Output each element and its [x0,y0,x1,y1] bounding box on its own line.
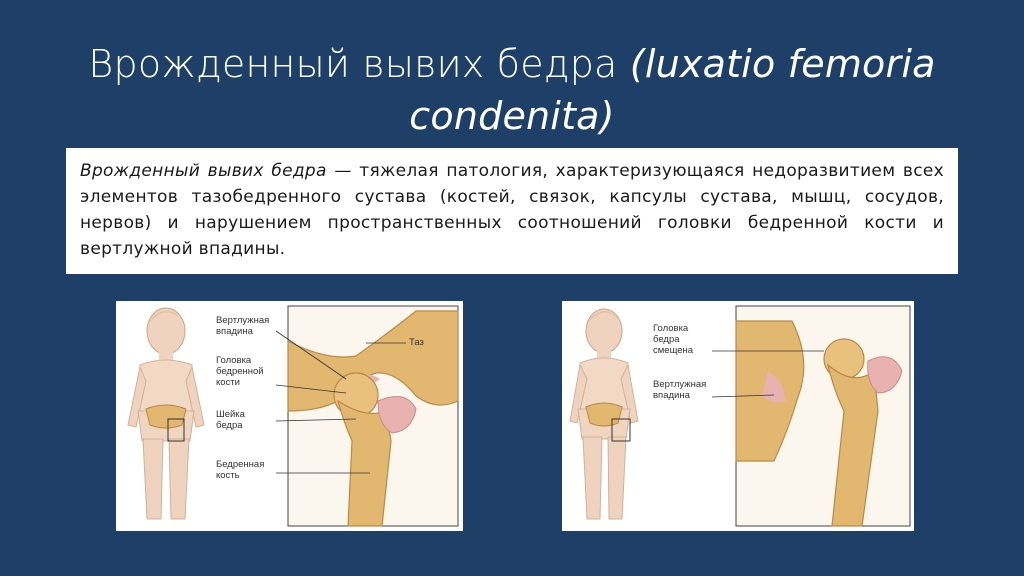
title-main: Врожденный вывих бедра [88,42,618,86]
dislocated-hip-figure [562,301,914,531]
label-head-displaced: Головка бедра смещена [653,323,694,356]
label-acetabulum: Вертлужная впадина [216,315,270,337]
normal-hip-figure [116,301,463,531]
normal-hip-illustration [116,301,463,531]
label-femoral-head: Головка бедренной кости [216,355,264,388]
label-pelvis: Таз [409,337,424,348]
definition-term: Врожденный вывих бедра [80,161,327,181]
child-figure [128,308,204,519]
label-femoral-neck: Шейка бедра [216,409,245,431]
label-acetabulum: Вертлужная впадина [653,379,707,401]
dislocated-hip-illustration [562,301,914,531]
label-femur: Бедренная кость [216,459,265,481]
definition-text: — тяжелая патология, характеризующаяся недоразвитием всех элементов тазобедренного сустава (костей, связок, капсулы сустава, мышц, сосудов, нервов) и нарушением пространственных соотношений головки бедренной кости и вертлужной впадины. [80,161,944,259]
slide-title [60,38,964,142]
child-figure [570,309,638,519]
definition-paragraph [80,158,944,262]
title-latin: (luxatio femoria condenita) [409,42,936,138]
